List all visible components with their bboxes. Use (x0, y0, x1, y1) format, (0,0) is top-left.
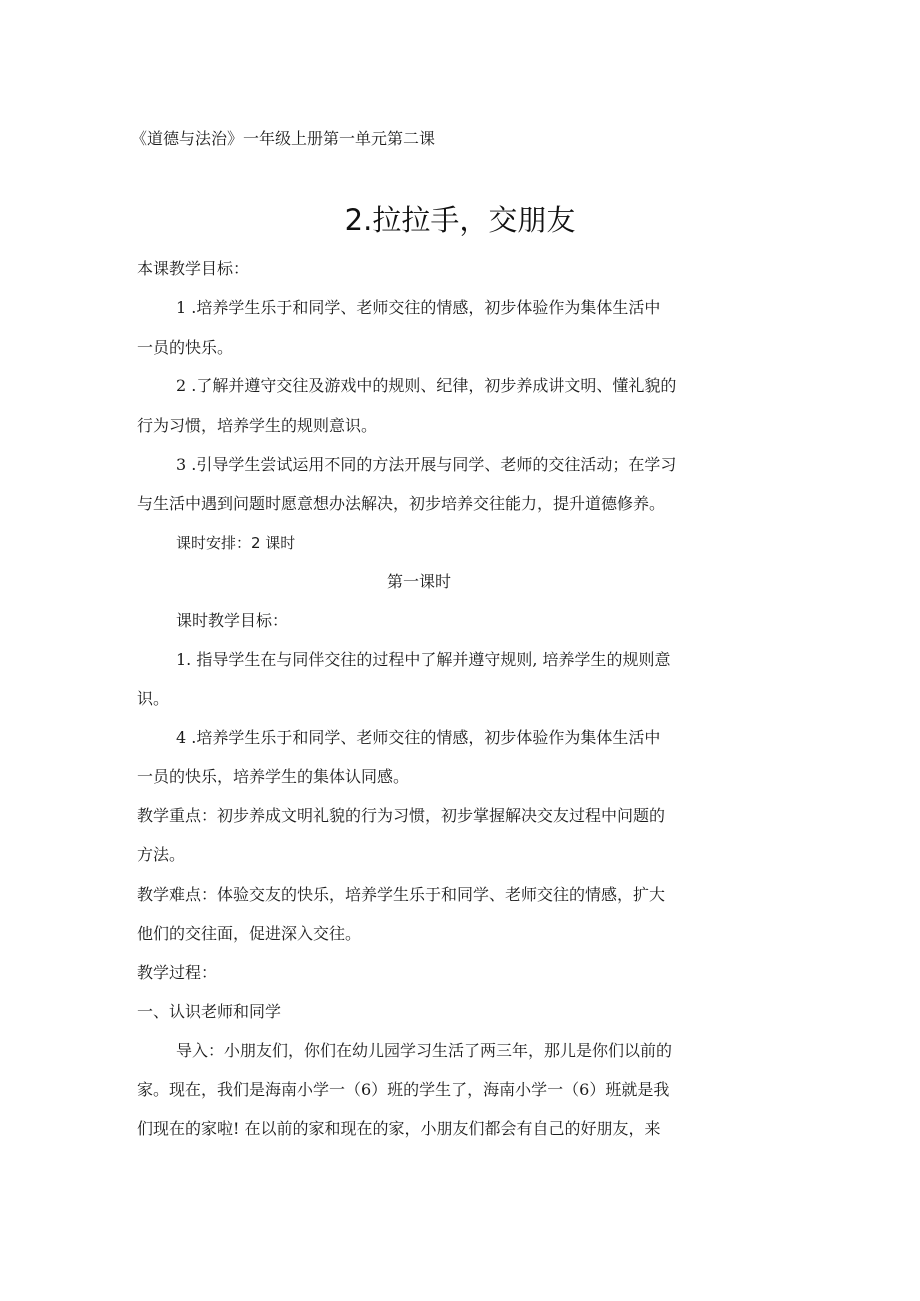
section-1-heading: 一、认识老师和同学 (137, 1002, 282, 1021)
intro-line-1: 导入：小朋友们，你们在幼儿园学习生活了两三年，那儿是你们以前的 (176, 1041, 673, 1060)
goal-1-line-1: 1 .培养学生乐于和同学、老师交往的情感，初步体验作为集体生活中 (176, 298, 661, 317)
lesson-goal-1-line-1: 1. 指导学生在与同伴交往的过程中了解并遵守规则, 培养学生的规则意 (176, 650, 671, 669)
key-point-line-2: 方法。 (137, 845, 186, 864)
goal-3-line-1: 3 .引导学生尝试运用不同的方法开展与同学、老师的交往活动；在学习 (176, 455, 677, 474)
intro-line-2: 家。现在，我们是海南小学一（6）班的学生了，海南小学一（6）班就是我 (137, 1080, 670, 1099)
lesson-goal-2-line-1: 4 .培养学生乐于和同学、老师交往的情感，初步体验作为集体生活中 (176, 728, 661, 747)
intro-line-3: 们现在的家啦! 在以前的家和现在的家，小朋友们都会有自己的好朋友，来 (137, 1119, 661, 1138)
goal-3-line-2: 与生活中遇到问题时愿意想办法解决，初步培养交往能力，提升道德修养。 (137, 494, 666, 513)
key-point-line-1: 教学重点：初步养成文明礼貌的行为习惯，初步掌握解决交友过程中问题的 (137, 806, 666, 825)
process-heading: 教学过程： (137, 963, 218, 982)
goal-1-line-2: 一员的快乐。 (137, 338, 234, 357)
lesson-goal-1-line-2: 识。 (137, 689, 170, 708)
lesson-goal-2-line-2: 一员的快乐，培养学生的集体认同感。 (137, 767, 410, 786)
schedule: 课时安排：2 课时 (176, 534, 296, 552)
lesson-1-heading: 第一课时 (386, 572, 451, 591)
goal-2-line-1: 2 .了解并遵守交往及游戏中的规则、纪律，初步养成讲文明、懂礼貌的 (176, 376, 677, 395)
lesson-goals-heading: 课时教学目标： (176, 611, 289, 630)
goals-heading: 本课教学目标： (137, 259, 250, 278)
difficulty-line-2: 他们的交往面，促进深入交往。 (137, 924, 362, 943)
goal-2-line-2: 行为习惯，培养学生的规则意识。 (137, 416, 378, 435)
difficulty-line-1: 教学难点：体验交友的快乐，培养学生乐于和同学、老师交往的情感，扩大 (137, 885, 666, 904)
course-subtitle: 《道德与法治》一年级上册第一单元第二课 (131, 129, 436, 148)
lesson-title: 2.拉拉手，交朋友 (344, 203, 576, 237)
